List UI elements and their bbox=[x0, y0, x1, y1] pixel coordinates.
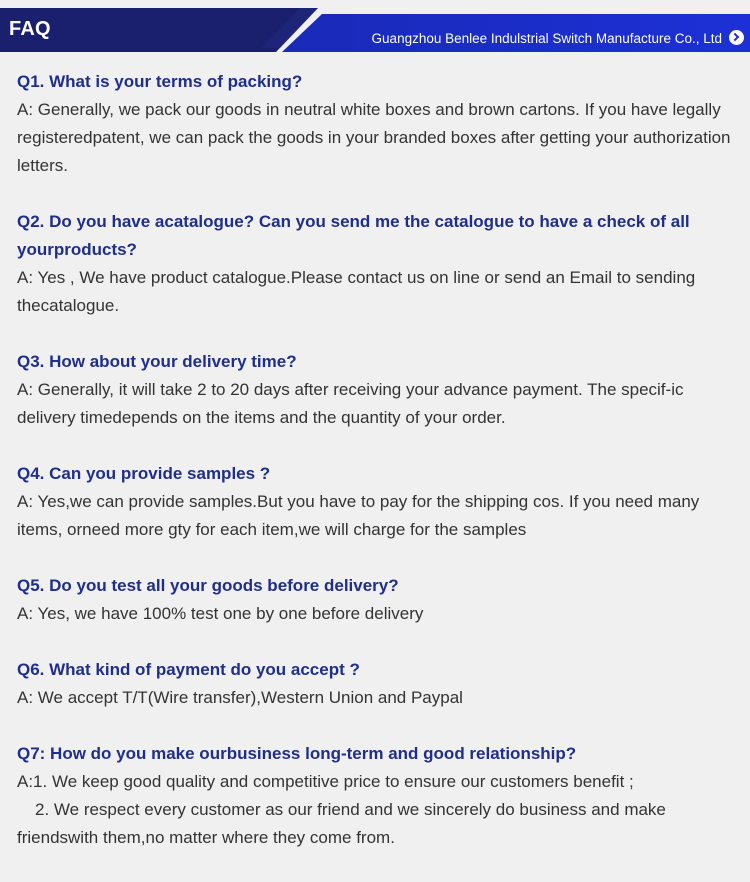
faq-header-banner bbox=[0, 0, 750, 52]
faq-question: Q6. What kind of payment do you accept ? bbox=[17, 660, 360, 679]
faq-title: FAQ bbox=[9, 18, 51, 40]
faq-answer-line: A: We accept T/T(Wire transfer),Western Union and Paypal bbox=[17, 688, 463, 707]
company-name-link[interactable]: Guangzhou Benlee Indulstrial Switch Manufacture Co., Ltd bbox=[371, 31, 722, 46]
faq-item-q3 bbox=[17, 348, 732, 432]
faq-item-q4 bbox=[17, 460, 732, 544]
faq-item-q5 bbox=[17, 572, 732, 628]
faq-answer-line: A: Yes, we have 100% test one by one before delivery bbox=[17, 604, 424, 623]
faq-question: Q2. Do you have acatalogue? Can you send me the catalogue to have a check of all yourproducts? bbox=[17, 212, 690, 259]
faq-question: Q7: How do you make ourbusiness long-term and good relationship? bbox=[17, 744, 577, 763]
faq-answer bbox=[17, 684, 732, 712]
faq-answer bbox=[17, 376, 732, 432]
faq-answer-line: A: Yes,we can provide samples.But you have to pay for the shipping cos. If you need many items, orneed more gty for each item,we will charge for the samples bbox=[17, 492, 700, 539]
faq-question: Q5. Do you test all your goods before delivery? bbox=[17, 576, 399, 595]
faq-item-q2 bbox=[17, 208, 732, 320]
faq-answer-line: A: Generally, we pack our goods in neutral white boxes and brown cartons. If you have legally registeredpatent, we can pack the goods in your branded boxes after getting your authorization letters. bbox=[17, 100, 731, 175]
chevron-right-circle-icon[interactable] bbox=[729, 30, 744, 45]
faq-answer bbox=[17, 96, 732, 180]
faq-answer bbox=[17, 768, 732, 852]
faq-item-q1 bbox=[17, 68, 732, 180]
faq-answer-line: A:1. We keep good quality and competitive price to ensure our customers benefit ; bbox=[17, 772, 634, 791]
faq-list bbox=[17, 68, 732, 880]
faq-answer bbox=[17, 264, 732, 320]
faq-answer-line: 2. We respect every customer as our friend and we sincerely do business and make friendswith them,no matter where they come from. bbox=[17, 800, 666, 847]
faq-question: Q3. How about your delivery time? bbox=[17, 352, 297, 371]
faq-answer bbox=[17, 488, 732, 544]
faq-item-q6 bbox=[17, 656, 732, 712]
faq-answer-line: A: Generally, it will take 2 to 20 days after receiving your advance payment. The specif-ic delivery timedepends on the items and the quantity of your order. bbox=[17, 380, 684, 427]
faq-answer-line: A: Yes , We have product catalogue.Please contact us on line or send an Email to sending thecatalogue. bbox=[17, 268, 696, 315]
faq-question: Q1. What is your terms of packing? bbox=[17, 72, 303, 91]
faq-item-q7 bbox=[17, 740, 732, 852]
faq-answer bbox=[17, 600, 732, 628]
faq-question: Q4. Can you provide samples ? bbox=[17, 464, 271, 483]
